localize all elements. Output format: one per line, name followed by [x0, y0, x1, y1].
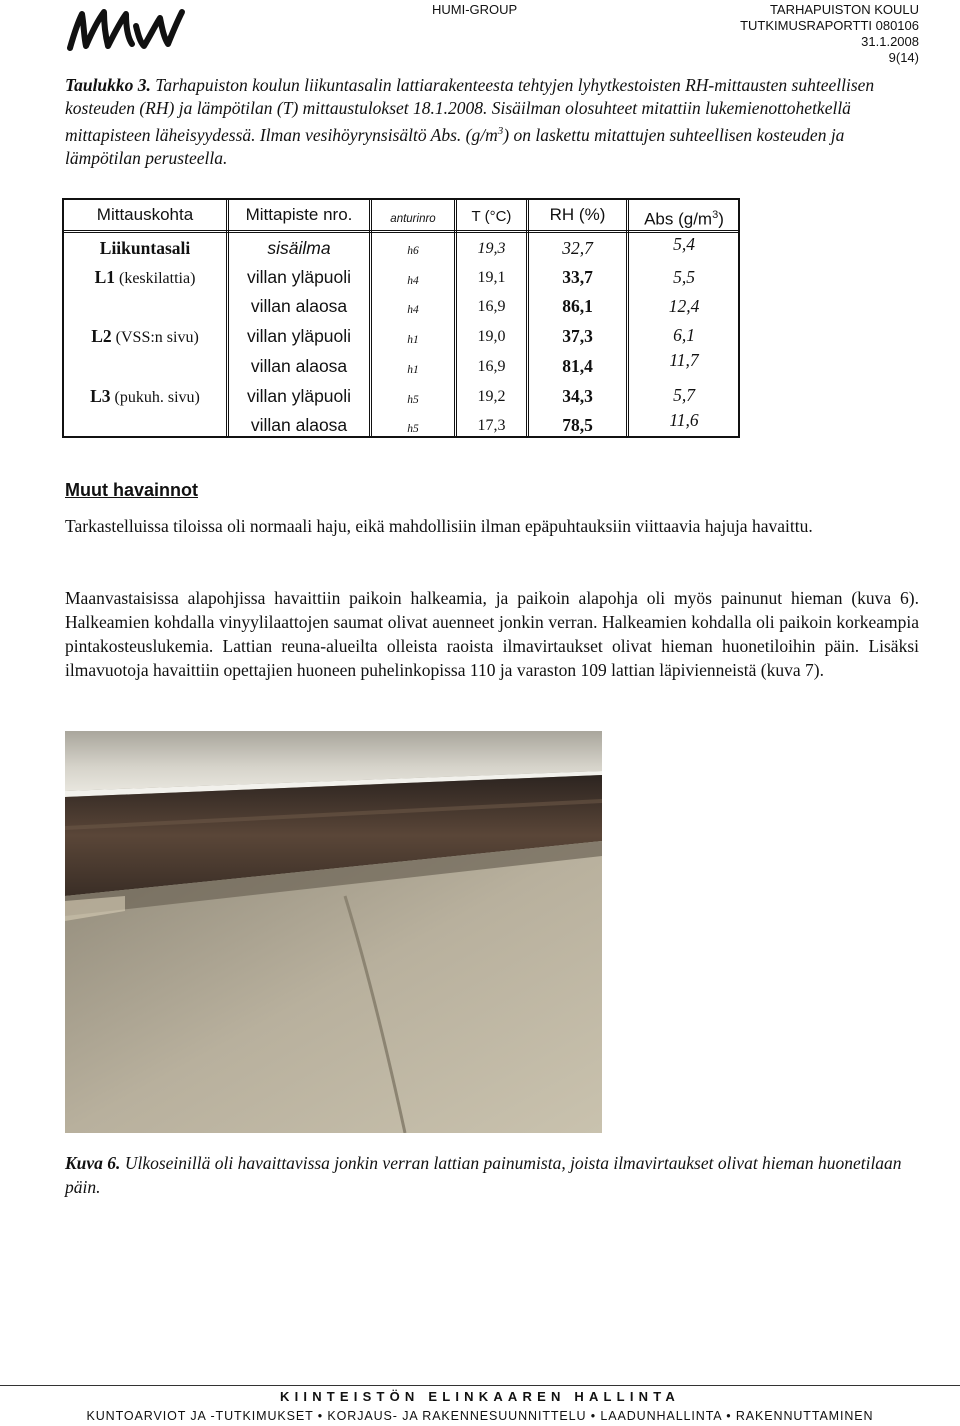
cell-abs: 5,4 — [673, 234, 695, 254]
floor-photo — [65, 731, 602, 1133]
cell-sensor: h4 — [407, 304, 419, 316]
cell-abs: 12,4 — [668, 296, 700, 316]
group-label — [64, 238, 226, 258]
figure-caption-label: Kuva 6. — [65, 1153, 121, 1173]
group-code: L1 — [94, 267, 115, 287]
header-project: TARHAPUISTON KOULU — [769, 2, 919, 17]
group-desc: (pukuh. sivu) — [110, 389, 200, 406]
cell-rh: 81,4 — [562, 356, 593, 376]
th-point: Mittapiste nro. — [245, 205, 353, 224]
group-code: L2 — [91, 326, 112, 346]
figure-caption-text: Ulkoseinillä oli havaittavissa jonkin verran lattian painumista, joista ilmavirtaukset olivat hieman huonetilaan päin. — [65, 1153, 902, 1197]
th-abs-b: ) — [718, 209, 724, 229]
cell-rh: 37,3 — [562, 326, 593, 346]
cell-sensor: h6 — [407, 245, 419, 257]
cell-abs: 5,7 — [673, 385, 695, 405]
table-header-rule — [62, 230, 740, 233]
cell-sensor: h5 — [407, 394, 419, 406]
cell-abs: 5,5 — [673, 267, 695, 287]
cell-temp: 16,9 — [477, 358, 506, 375]
table-caption-sup: 3 — [497, 125, 504, 137]
cell-temp: 19,1 — [477, 269, 506, 286]
header-report: TUTKIMUSRAPORTTI 080106 — [740, 18, 919, 33]
header-date: 31.1.2008 — [861, 34, 919, 49]
cell-point: sisäilma — [267, 238, 331, 258]
footer-services: KUNTOARVIOT JA -TUTKIMUKSET • KORJAUS- JA RAKENNESUUNNITTELU • LAADUNHALLINTA • RAKENNUTTAMINEN — [86, 1409, 874, 1423]
cell-temp: 17,3 — [477, 417, 506, 434]
cell-point: villan yläpuoli — [246, 386, 352, 406]
cell-point: villan alaosa — [250, 296, 348, 316]
cell-temp: 19,2 — [477, 388, 506, 405]
cell-rh: 34,3 — [562, 386, 593, 406]
cell-point: villan alaosa — [250, 356, 348, 376]
cell-rh: 78,5 — [562, 415, 593, 435]
group-code: L3 — [90, 386, 111, 406]
group-label — [64, 386, 226, 408]
table-caption-label: Taulukko 3. — [65, 75, 151, 95]
cell-sensor: h1 — [407, 334, 419, 346]
cell-temp: 19,3 — [477, 240, 506, 257]
group-desc: (keskilattia) — [115, 270, 196, 287]
cell-point: villan alaosa — [250, 415, 348, 435]
cell-rh: 86,1 — [562, 296, 593, 316]
cell-temp: 19,0 — [477, 328, 506, 345]
table-caption-text-a: Tarhapuiston koulun liikuntasalin lattiarakenteesta tehtyjen lyhytkestoisten RH-mittausten suhteellisen kosteuden (RH) ja lämpötilan (T) mittaustulokset 18.1.2008. Sisäilman olosuhteet mitattiin lukemienottohetkellä mittapisteen läheisyydessä. Ilman vesihöyrynsisältö Abs. (g/m — [65, 75, 875, 145]
cell-point: villan yläpuoli — [246, 326, 352, 346]
table-caption — [65, 74, 920, 170]
th-abs-a: Abs (g/m — [644, 209, 713, 229]
group-label — [64, 267, 226, 289]
cell-rh: 32,7 — [562, 238, 593, 258]
company-logo — [64, 4, 189, 54]
table-caption-text-b: ) on laskettu mitattujen suhteellisen kosteuden ja lämpötilan perusteella. — [65, 124, 845, 168]
th-location: Mittauskohta — [96, 205, 194, 224]
group-desc: (VSS:n sivu) — [111, 329, 199, 346]
cell-point: villan yläpuoli — [246, 267, 352, 287]
cell-rh: 33,7 — [562, 267, 593, 287]
cell-sensor: h5 — [407, 423, 419, 435]
group-label — [64, 326, 226, 348]
th-temp: T (°C) — [471, 208, 512, 225]
cell-temp: 16,9 — [477, 298, 506, 315]
figure-caption — [65, 1151, 919, 1199]
cell-abs: 11,7 — [669, 350, 699, 370]
section-title: Muut havainnot — [65, 480, 198, 500]
header-group: HUMI-GROUP — [432, 2, 518, 17]
cell-abs: 6,1 — [673, 325, 695, 345]
paragraph: Maanvastaisissa alapohjissa havaittiin paikoin halkeamia, ja paikoin alapohja oli myös painunut hieman (kuva 6). Halkeamien kohdalla vinyylilaattojen saumat olivat auenneet jonkin verran. Halkeamien kohdalla oli paikoin korkeampia pintakosteuslukemia. Lattian reuna-alueilta olleista raoista ilmavirtaukset olivat hieman huonetiloihin päin. Lisäksi ilmavuotoja havaittiin opettajien huoneen puhelinkopissa 110 ja varaston 109 lattian läpivienneistä (kuva 7). — [65, 588, 919, 680]
group-code: Liikuntasali — [99, 238, 191, 258]
footer-title: KIINTEISTÖN ELINKAAREN HALLINTA — [279, 1389, 680, 1404]
paragraph: Tarkastelluissa tiloissa oli normaali haju, eikä mahdollisiin ilman epäpuhtauksiin viittaavia hajuja havaittu. — [65, 516, 813, 536]
footer-rule — [0, 1385, 960, 1386]
th-abs — [629, 205, 739, 230]
header-meta — [740, 2, 919, 66]
th-sensor: anturinro — [390, 213, 436, 225]
th-abs-sup: 3 — [712, 209, 719, 221]
th-rh: RH (%) — [549, 205, 606, 224]
cell-abs: 11,6 — [669, 410, 699, 430]
cell-sensor: h4 — [407, 275, 419, 287]
header-page: 9(14) — [888, 50, 919, 65]
cell-sensor: h1 — [407, 364, 419, 376]
